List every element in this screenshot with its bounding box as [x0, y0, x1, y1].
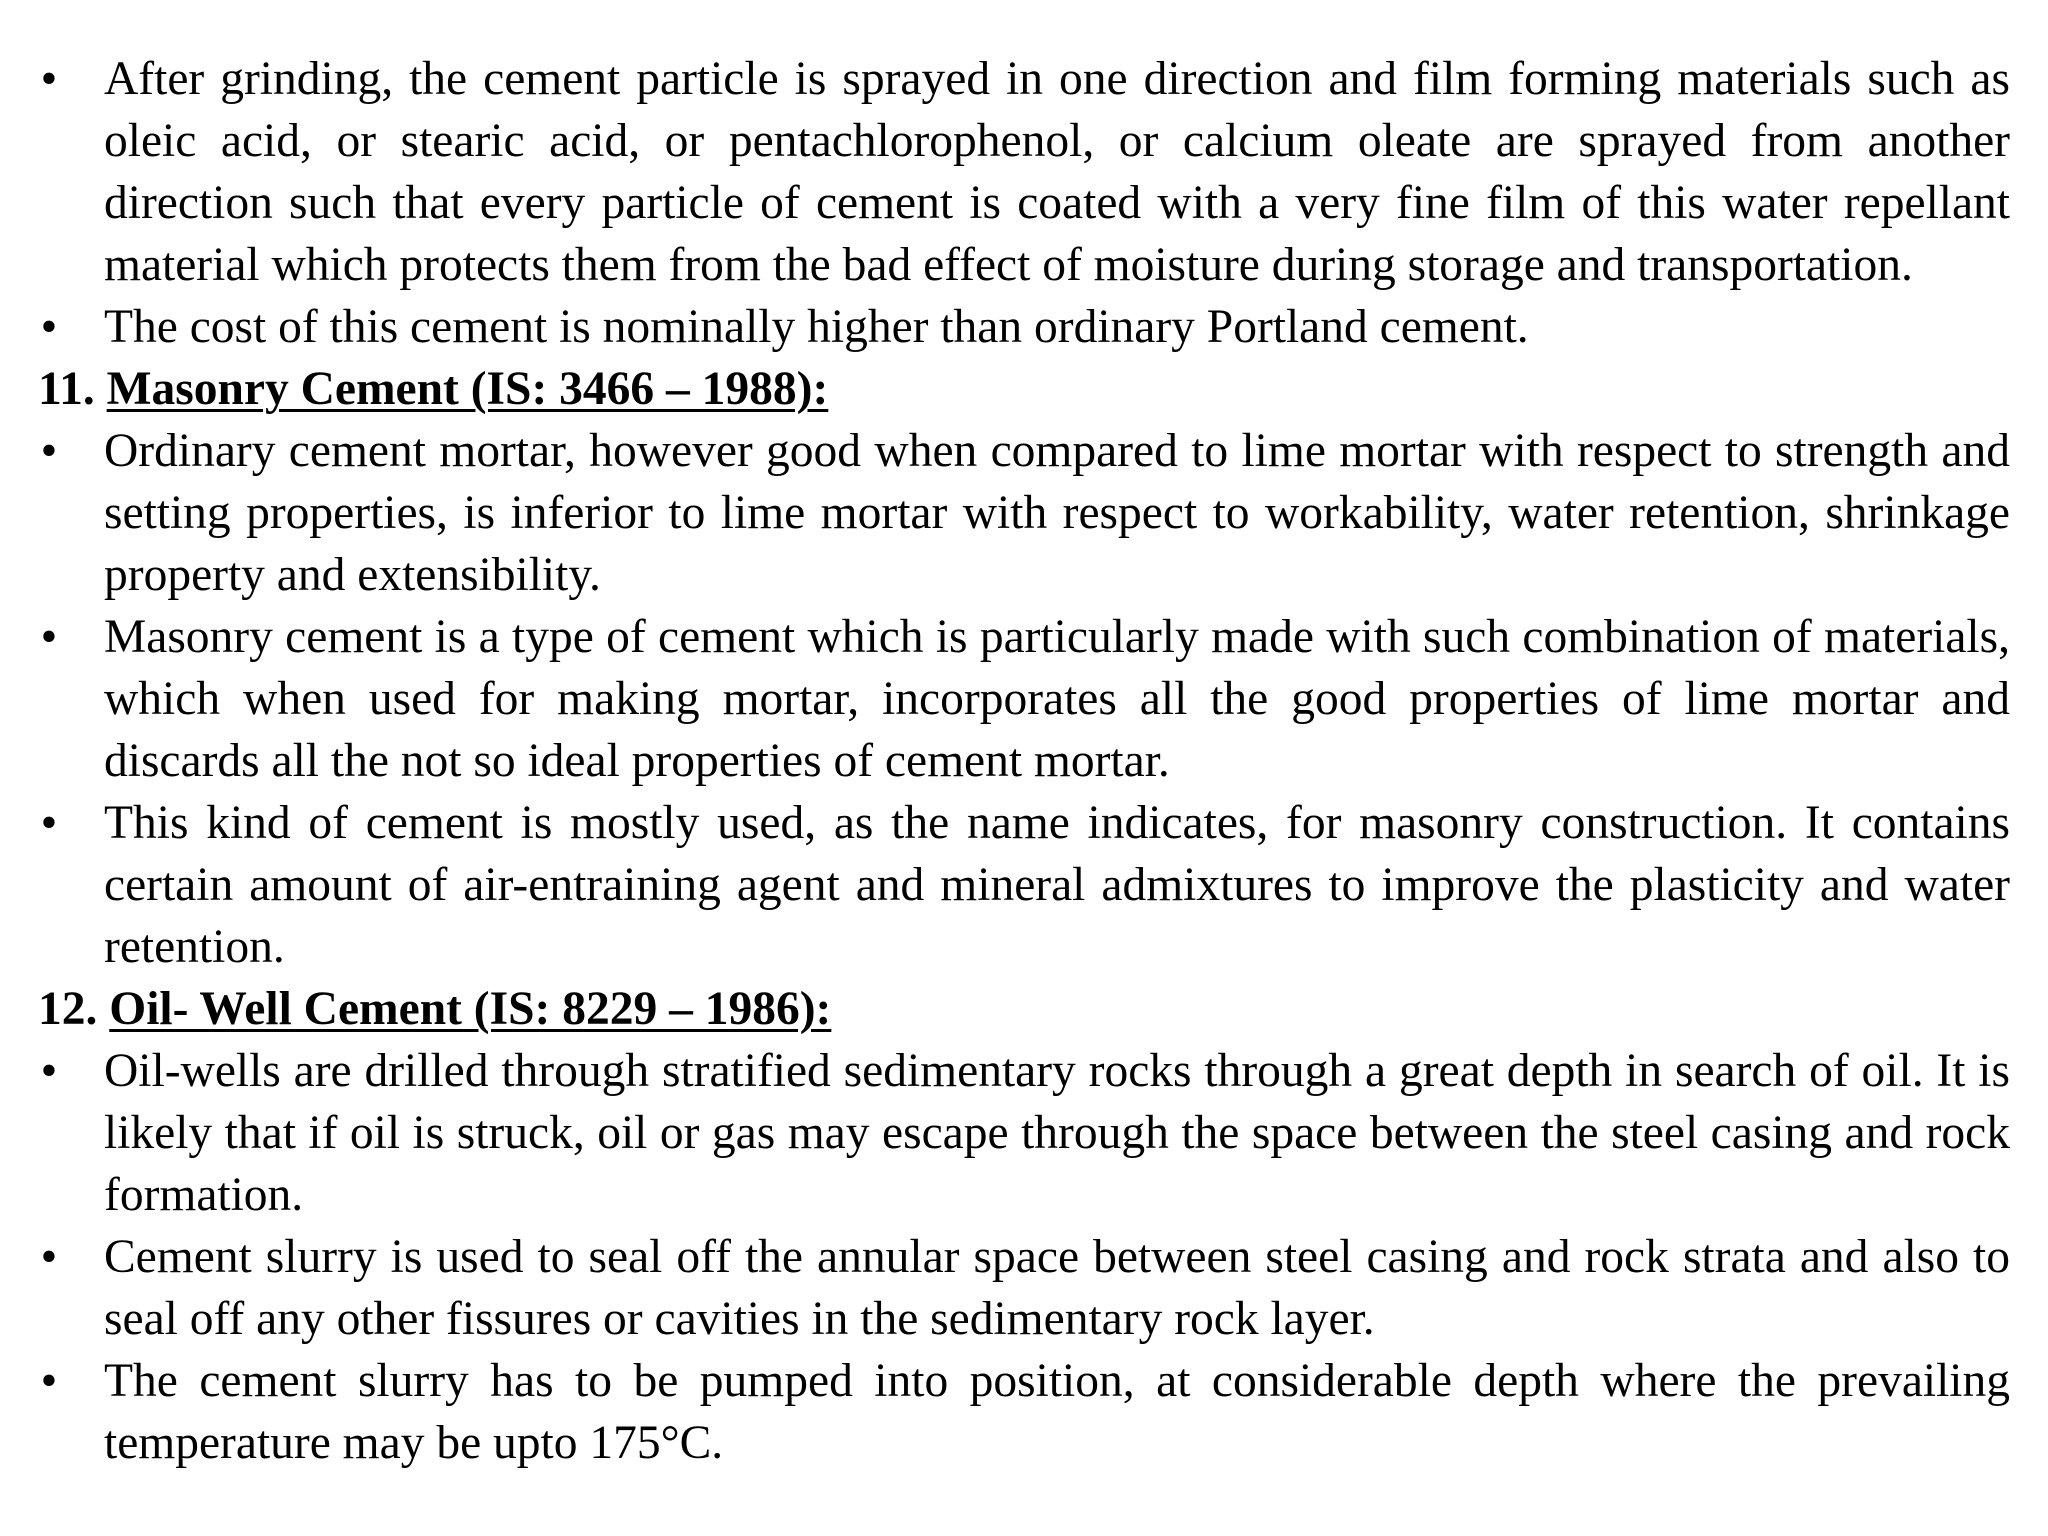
section-title: Oil- Well Cement (IS: 8229 – 1986): — [109, 983, 832, 1035]
section-heading-oil-well-cement — [38, 978, 2010, 1040]
list-item — [38, 1350, 2010, 1474]
list-item — [38, 1040, 2010, 1226]
list-item-text: After grinding, the cement particle is sprayed in one direction and film forming materials such as oleic acid, or stearic acid, or pentachlorophenol, or calcium oleate are sprayed from another direction such that every particle of cement is coated with a very fine film of this water repellant material which protects them from the bad effect of moisture during storage and transportation. — [104, 53, 2010, 291]
section-heading-masonry-cement — [38, 358, 2010, 420]
section-number: 11. — [38, 363, 95, 415]
list-item — [38, 420, 2010, 606]
list-item — [38, 296, 2010, 358]
bullet-icon: • — [40, 301, 58, 353]
bullet-icon: • — [40, 1231, 58, 1283]
list-item-text: This kind of cement is mostly used, as the name indicates, for masonry construction. It contains certain amount of air-entraining agent and mineral admixtures to improve the plasticity and water retention. — [104, 797, 2010, 973]
list-item — [38, 1226, 2010, 1350]
document-body — [38, 48, 2010, 1474]
list-item — [38, 606, 2010, 792]
list-item-text: The cement slurry has to be pumped into position, at considerable depth where the prevailing temperature may be upto 175°C. — [104, 1355, 2010, 1469]
oil-well-cement-bullet-list — [38, 1040, 2010, 1474]
bullet-icon: • — [40, 1045, 58, 1097]
bullet-icon: • — [40, 53, 58, 105]
list-item — [38, 48, 2010, 296]
intro-bullet-list — [38, 48, 2010, 358]
list-item-text: The cost of this cement is nominally higher than ordinary Portland cement. — [104, 301, 1529, 353]
section-title: Masonry Cement (IS: 3466 – 1988): — [106, 363, 829, 415]
list-item-text: Ordinary cement mortar, however good when compared to lime mortar with respect to strength and setting properties, is inferior to lime mortar with respect to workability, water retention, shrinkage property and extensibility. — [104, 425, 2010, 601]
list-item-text: Oil-wells are drilled through stratified sedimentary rocks through a great depth in search of oil. It is likely that if oil is struck, oil or gas may escape through the space between the steel casing and rock formation. — [104, 1045, 2010, 1221]
list-item-text: Cement slurry is used to seal off the annular space between steel casing and rock strata and also to seal off any other fissures or cavities in the sedimentary rock layer. — [104, 1231, 2010, 1345]
masonry-cement-bullet-list — [38, 420, 2010, 978]
bullet-icon: • — [40, 1355, 58, 1407]
bullet-icon: • — [40, 797, 58, 849]
list-item-text: Masonry cement is a type of cement which is particularly made with such combination of materials, which when used for making mortar, incorporates all the good properties of lime mortar and discards all the not so ideal properties of cement mortar. — [104, 611, 2010, 787]
section-number: 12. — [38, 983, 98, 1035]
bullet-icon: • — [40, 611, 58, 663]
list-item — [38, 792, 2010, 978]
bullet-icon: • — [40, 425, 58, 477]
